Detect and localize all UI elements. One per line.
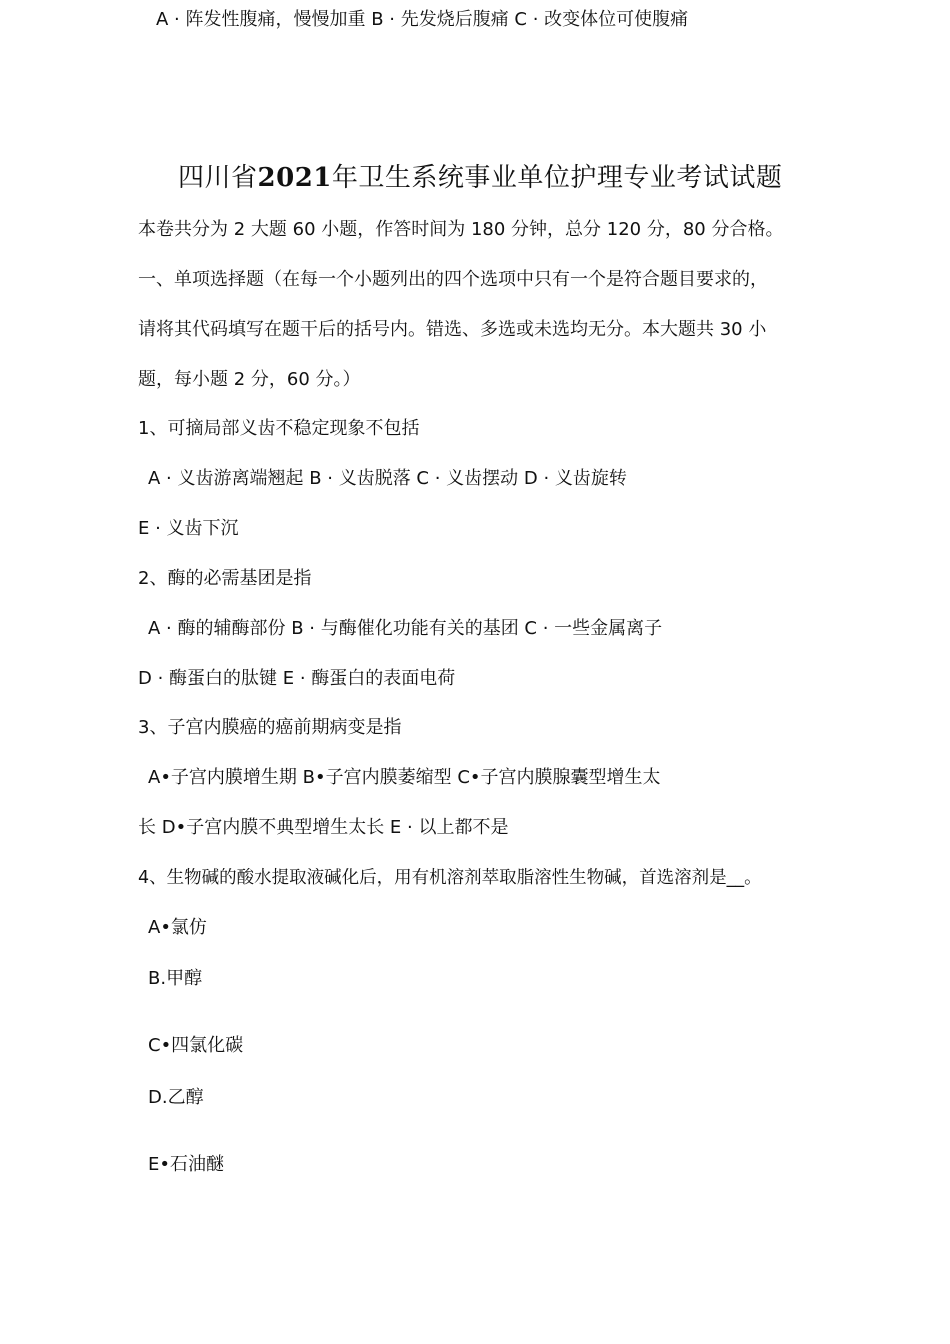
section-heading-line-2: 请将其代码填写在题干后的括号内。错选、多选或未选均无分。本大题共 30 小 (138, 319, 767, 340)
exam-title-suffix: 年卫生系统事业单位护理专业考试试题 (331, 163, 783, 193)
question-4-option-a: A•氯仿 (148, 917, 207, 938)
exam-title-prefix: 四川省 (178, 163, 258, 193)
section-heading-line-1: 一、单项选择题（在每一个小题列出的四个选项中只有一个是符合题目要求的， (138, 269, 768, 290)
question-4-option-e: E•石油醚 (148, 1154, 224, 1175)
question-1-stem: 1、可摘局部义齿不稳定现象不包括 (138, 418, 420, 439)
previous-question-options-fragment: A · 阵发性腹痛，慢慢加重 B · 先发烧后腹痛 C · 改变体位可使腹痛 (156, 9, 689, 30)
question-4-option-d: D.乙醇 (148, 1087, 204, 1108)
question-1-options-line-2: E · 义齿下沉 (138, 518, 239, 539)
question-4-option-b: B.甲醇 (148, 968, 203, 989)
question-4-stem: 4、生物碱的酸水提取液碱化后，用有机溶剂萃取脂溶性生物碱，首选溶剂是__。 (138, 868, 762, 888)
question-4-option-c: C•四氯化碳 (148, 1035, 244, 1056)
exam-intro: 本卷共分为 2 大题 60 小题，作答时间为 180 分钟，总分 120 分，80 分合格。 (138, 219, 784, 240)
question-2-options-line-1: A · 酶的辅酶部份 B · 与酶催化功能有关的基团 C · 一些金属离子 (148, 618, 663, 639)
exam-title-year: 2021 (257, 163, 332, 193)
section-heading-line-3: 题，每小题 2 分，60 分。） (138, 369, 361, 390)
question-2-options-line-2: D · 酶蛋白的肽键 E · 酶蛋白的表面电荷 (138, 668, 456, 689)
question-3-options-line-1: A•子宫内膜增生期 B•子宫内膜萎缩型 C•子宫内膜腺囊型增生太 (148, 767, 661, 788)
question-3-options-line-2: 长 D•子宫内膜不典型增生太长 E · 以上都不是 (138, 817, 509, 838)
question-3-stem: 3、子宫内膜癌的癌前期病变是指 (138, 717, 402, 738)
question-2-stem: 2、酶的必需基团是指 (138, 568, 312, 589)
question-1-options-line-1: A · 义齿游离端翘起 B · 义齿脱落 C · 义齿摆动 D · 义齿旋转 (148, 468, 627, 489)
exam-title (178, 162, 782, 194)
